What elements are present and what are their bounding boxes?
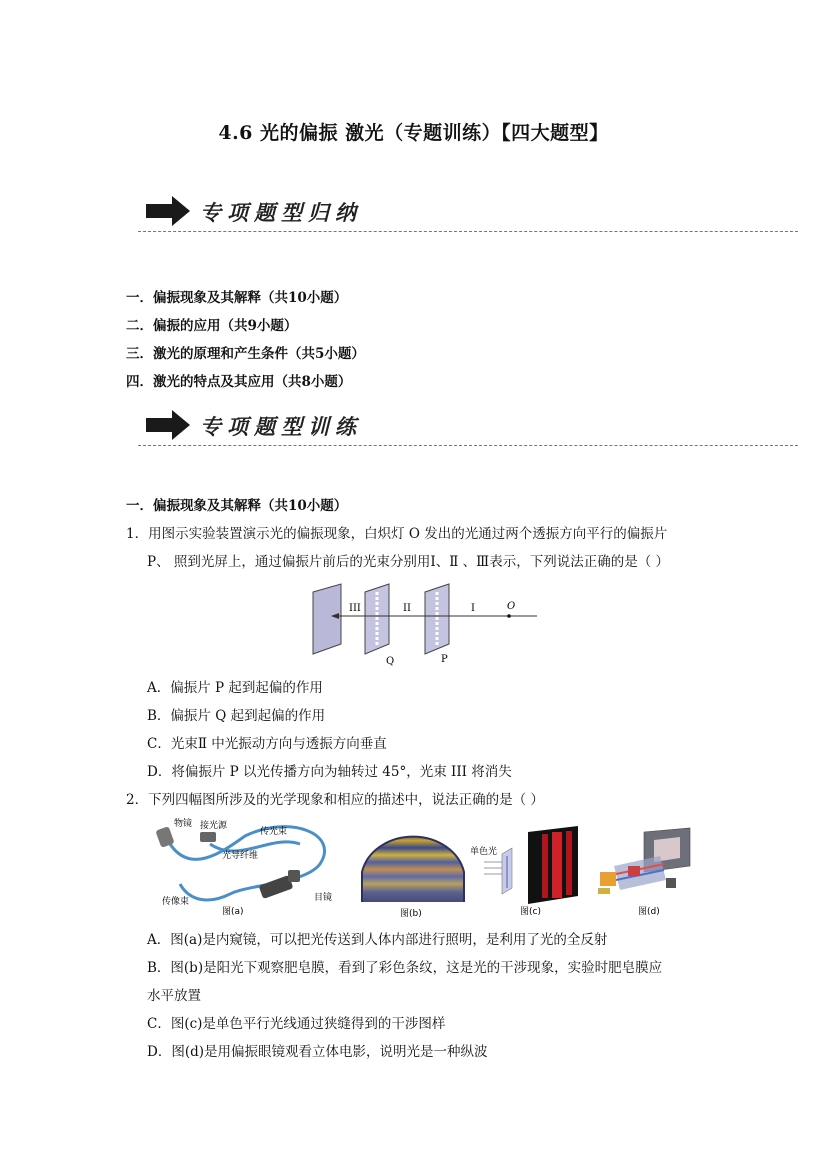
- polarizer-q-label: Q: [386, 656, 395, 667]
- toc-item-2: 二．偏振的应用（共9小题）: [126, 318, 298, 334]
- dashed-divider: [138, 445, 798, 446]
- q2-option-c: C．图(c)是单色平行光线通过狭缝得到的干涉图样: [147, 1016, 446, 1032]
- question-1-line-2: P、 照到光屏上，通过偏振片前后的光束分别用Ⅰ、Ⅱ 、Ⅲ表示，下列说法正确的是（ ）: [147, 554, 669, 570]
- q1-option-d: D．将偏振片 P 以光传播方向为轴转过 45°，光束 III 将消失: [147, 764, 512, 780]
- q1-option-b: B．偏振片 Q 起到起偏的作用: [147, 708, 326, 724]
- q2-option-b-continued: 水平放置: [147, 988, 201, 1004]
- section-heading: 一．偏振现象及其解释（共10小题）: [126, 498, 348, 514]
- page-title: 4.6 光的偏振 激光（专题训练）【四大题型】: [218, 122, 609, 144]
- toc-item-1: 一．偏振现象及其解释（共10小题）: [126, 290, 348, 306]
- label-light-source: 接光源: [200, 821, 228, 831]
- question-2-line-1: 2．下列四幅图所涉及的光学现象和相应的描述中，说法正确的是（ ）: [126, 792, 544, 808]
- q2-option-b: B．图(b)是阳光下观察肥皂膜，看到了彩色条纹，这是光的干涉现象，实验时肥皂膜应: [147, 960, 663, 976]
- q1-option-a: A．偏振片 P 起到起偏的作用: [147, 680, 323, 696]
- question-1-line-1: 1．用图示实验装置演示光的偏振现象，白炽灯 O 发出的光通过两个透振方向平行的偏振片: [126, 526, 668, 542]
- toc-item-4: 四．激光的特点及其应用（共8小题）: [126, 374, 352, 390]
- label-eyepiece: 目镜: [314, 893, 333, 903]
- beam-3-label: III: [349, 603, 361, 614]
- lamp-label: O: [507, 601, 516, 612]
- section-banner-training: [138, 410, 798, 446]
- endoscope-figure: [150, 814, 345, 918]
- caption-c: 图(c): [520, 907, 541, 917]
- label-light-beam: 传光束: [260, 827, 288, 837]
- polarizer-apparatus-figure: [305, 582, 545, 668]
- polarizer-p-label: P: [441, 654, 448, 665]
- 3d-cinema-figure: [594, 826, 694, 918]
- toc-item-3: 三．激光的原理和产生条件（共5小题）: [126, 346, 365, 362]
- banner-title: 专项题型训练: [200, 415, 362, 439]
- arrow-icon: [146, 196, 190, 226]
- banner-title: 专项题型归纳: [200, 201, 362, 225]
- label-monochromatic-light: 单色光: [470, 847, 498, 857]
- slit-interference-figure: [470, 826, 582, 918]
- label-image-beam: 传像束: [162, 897, 190, 907]
- soap-film-figure: [360, 832, 466, 918]
- label-fiber: 光导纤维: [222, 851, 259, 861]
- caption-d: 图(d): [638, 907, 660, 917]
- caption-a: 图(a): [222, 907, 244, 917]
- q1-option-c: C．光束Ⅱ 中光振动方向与透振方向垂直: [147, 736, 387, 752]
- beam-1-label: I: [471, 603, 475, 614]
- beam-2-label: II: [403, 603, 411, 614]
- q2-option-a: A．图(a)是内窥镜，可以把光传送到人体内部进行照明，是利用了光的全反射: [147, 932, 608, 948]
- caption-b: 图(b): [400, 909, 422, 918]
- q2-option-d: D．图(d)是用偏振眼镜观看立体电影，说明光是一种纵波: [147, 1044, 488, 1060]
- arrow-icon: [146, 410, 190, 440]
- dashed-divider: [138, 231, 798, 232]
- section-banner-summary: [138, 196, 798, 232]
- label-objective: 物镜: [174, 819, 193, 829]
